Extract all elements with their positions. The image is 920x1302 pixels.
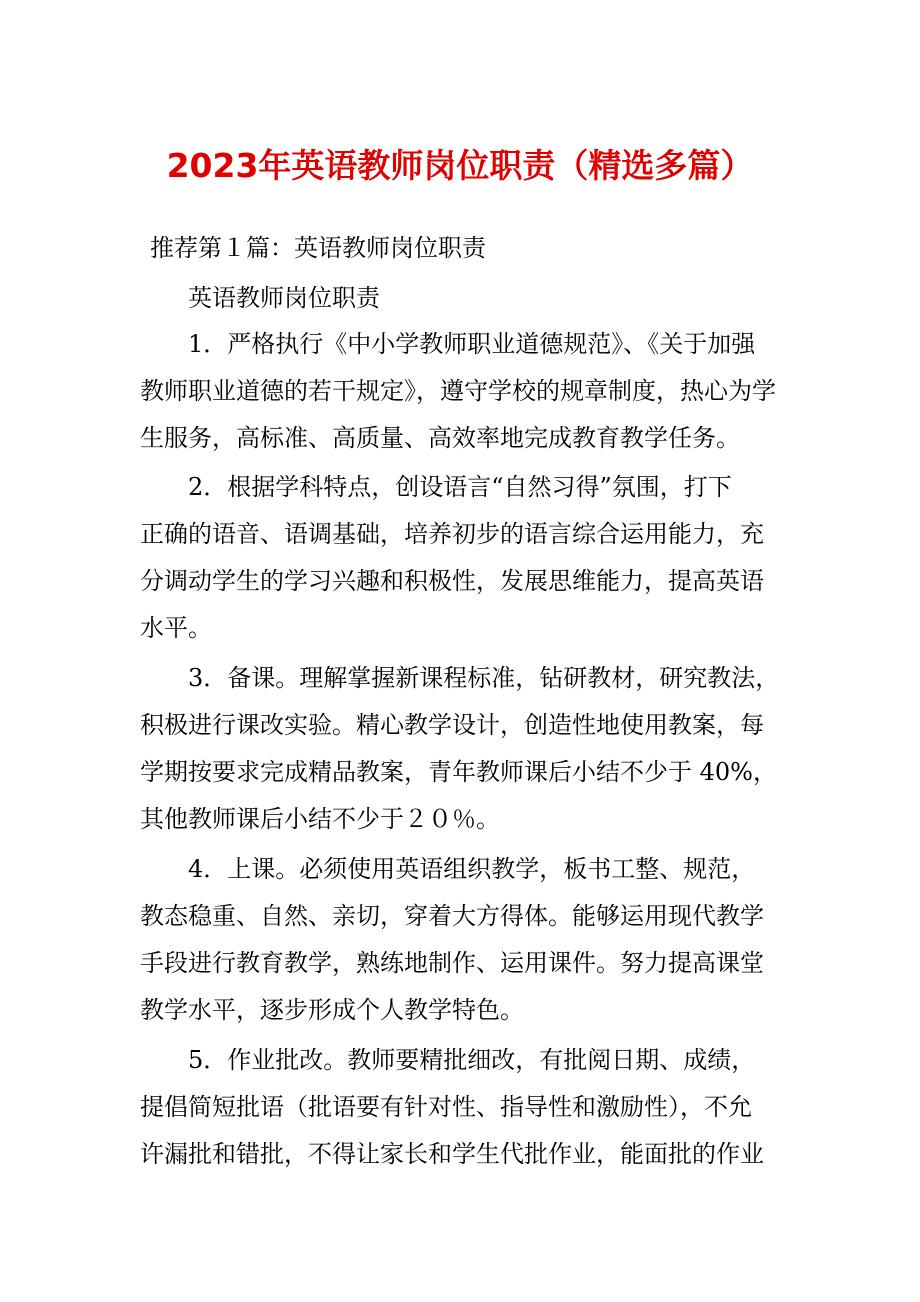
paragraph-3-line-4: 其他教师课后小结不少于２０％。 [140,805,500,833]
paragraph-4-line-1: 4．上课。必须使用英语组织教学，板书工整、规范， [188,855,756,883]
paragraph-2-line-1: 2．根据学科特点，创设语言“自然习得”氛围，打下 [188,473,732,501]
paragraph-1-line-2: 教师职业道德的若干规定》，遵守学校的规章制度，热心为学 [140,377,776,405]
paragraph-1-line-1: 1．严格执行《中小学教师职业道德规范》、《关于加强 [188,330,756,358]
paragraph-3-line-3: 学期按要求完成精品教案，青年教师课后小结不少于 40%， [140,758,777,786]
paragraph-1-line-3: 生服务，高标准、高质量、高效率地完成教育教学任务。 [140,424,740,452]
paragraph-5-line-2: 提倡简短批语（批语要有针对性、指导性和激励性），不允 [140,1093,752,1121]
document-title: 2023年英语教师岗位职责（精选多篇） [166,146,754,185]
paragraph-3-line-2: 积极进行课改实验。精心教学设计，创造性地使用教案，每 [140,711,764,739]
paragraph-5-line-1: 5．作业批改。教师要精批细改，有批阅日期、成绩， [188,1046,756,1074]
recommended-article-heading: 推荐第１篇：英语教师岗位职责 [150,234,486,262]
paragraph-5-line-3: 许漏批和错批，不得让家长和学生代批作业，能面批的作业 [140,1140,764,1168]
paragraph-2-line-3: 分调动学生的学习兴趣和积极性，发展思维能力，提高英语 [140,567,764,595]
paragraph-3-line-1: 3．备课。理解掌握新课程标准，钻研教材，研究教法， [188,664,780,692]
paragraph-4-line-2: 教态稳重、自然、亲切，穿着大方得体。能够运用现代教学 [140,902,764,930]
section-title: 英语教师岗位职责 [188,284,380,312]
paragraph-4-line-4: 教学水平，逐步形成个人教学特色。 [140,996,524,1024]
paragraph-4-line-3: 手段进行教育教学，熟练地制作、运用课件。努力提高课堂 [140,949,764,977]
paragraph-2-line-4: 水平。 [140,614,212,642]
paragraph-2-line-2: 正确的语音、语调基础，培养初步的语言综合运用能力，充 [140,520,764,548]
